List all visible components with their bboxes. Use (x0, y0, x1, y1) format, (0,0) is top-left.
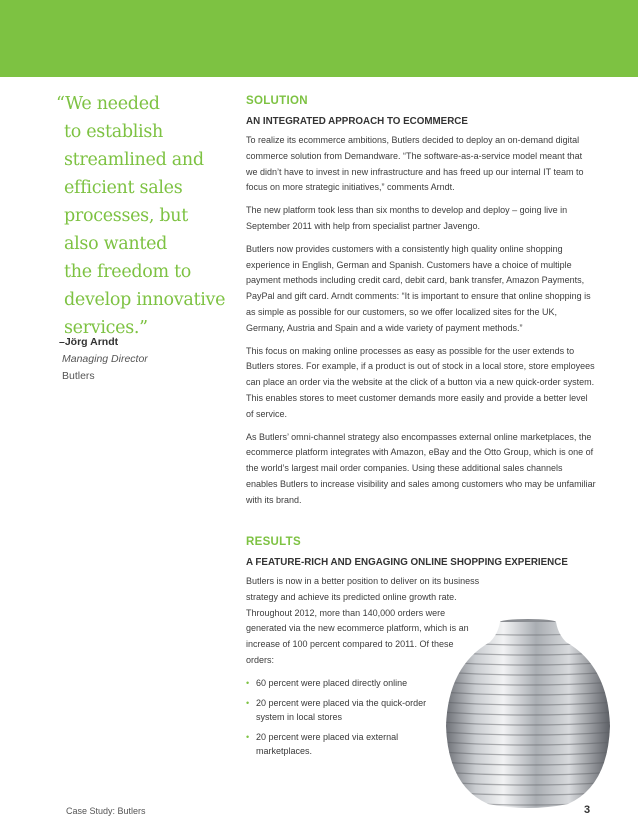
footer-document-title: Case Study: Butlers (66, 806, 146, 816)
results-paragraph: Butlers is now in a better position to deliver on its business strategy and achieve its predicted online growth rate. Throughout 2012, more than 140,000 orders were generated via the new ecommerce platform, which is an increase of 100 percent compared to 2011. Of these orders: (246, 576, 480, 665)
quote-author: –Jörg Arndt (59, 336, 119, 348)
list-item (246, 696, 446, 724)
quote-line: to establish (64, 122, 163, 142)
solution-paragraph: The new platform took less than six months to develop and deploy – going live in September 2011 with help from specialist partner Javengo. (246, 205, 568, 231)
quote-line: processes, but (64, 206, 188, 226)
solution-subheading: AN INTEGRATED APPROACH TO ECOMMERCE (246, 116, 468, 127)
solution-heading: SOLUTION (246, 95, 308, 107)
solution-paragraph: To realize its ecommerce ambitions, Butlers decided to deploy an on-demand digital commerce solution from Demandware. “The software-as-a-service model meant that we didn’t have to invest in new infrastructure and has freed up our internal IT team to focus on more strategic initiatives,” comments Arndt. (246, 135, 584, 193)
page-number: 3 (584, 804, 591, 816)
solution-paragraph: This focus on making online processes as easy as possible for the user extends to Butlers stores. For example, if a product is out of stock in a local store, store employees can place an order via the website at the click of a button via a new quick-order system. This enables stores to meet customer demands more easily and provide a better level of service. (246, 345, 595, 419)
results-bullet-list (246, 676, 446, 758)
quote-author-company: Butlers (62, 370, 95, 382)
quote-line: also wanted (64, 234, 168, 254)
quote-author-role: Managing Director (62, 353, 148, 365)
quote-attribution (59, 334, 148, 385)
bullet-icon: • (246, 677, 250, 688)
header-green-band (0, 0, 638, 77)
bullet-text: 60 percent were placed directly online (256, 677, 408, 688)
solution-paragraph: As Butlers’ omni-channel strategy also encompasses external online marketplaces, the ecommerce platform integrates with Amazon, eBay and the Otto Group, which is one of the world’s largest mail order companies. Using these additional sales channels enables Butlers to increase visibility and sales among customers who may be unfamiliar with its brand. (246, 431, 596, 505)
results-heading: RESULTS (246, 536, 301, 548)
solution-paragraph: Butlers now provides customers with a consistently high quality online shopping experience in English, German and Spanish. Customers have a choice of multiple payment methods including credit card, debit card, bank transfer, Amazon Payments, PayPal and gift card. Arndt comments: “It is important to ensure that online shopping is as simple as possible for our customers, so we offer localized sites for the UK, Germany, Austria and Spain and a wide variety of payment methods.” (246, 243, 591, 333)
list-item (246, 676, 446, 690)
quote-line: the freedom to (64, 262, 192, 282)
quote-line: “We needed (56, 94, 160, 114)
solution-section (246, 95, 596, 516)
bullet-icon: • (246, 697, 250, 708)
quote-line: develop innovative (64, 290, 226, 310)
list-item (246, 730, 446, 758)
quote-line: efficient sales (64, 178, 183, 198)
quote-line: streamlined and (64, 150, 204, 170)
bullet-text: 20 percent were placed via external marketplaces. (256, 731, 399, 756)
vase-image (440, 618, 615, 810)
pull-quote (56, 90, 228, 342)
quote-line: services.” (64, 318, 148, 338)
bullet-text: 20 percent were placed via the quick-order system in local stores (256, 697, 427, 722)
bullet-icon: • (246, 731, 250, 742)
results-subheading: A FEATURE-RICH AND ENGAGING ONLINE SHOPPING EXPERIENCE (246, 557, 568, 568)
